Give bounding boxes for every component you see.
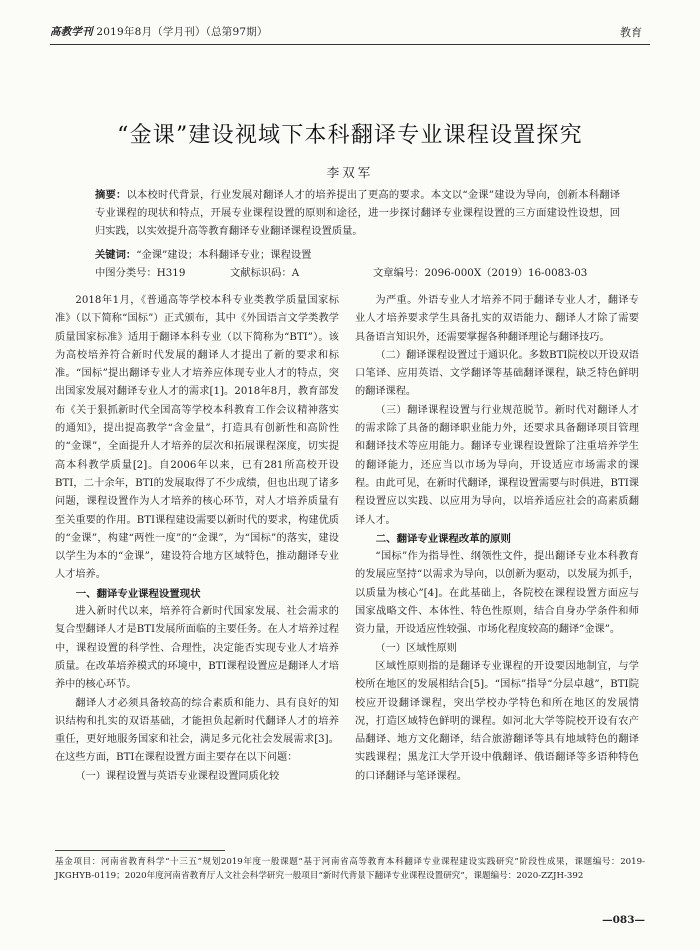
abstract	[95, 186, 620, 240]
author-name: 李双军	[326, 165, 374, 180]
keywords-text: “金课”建设；本科翻译专业；课程设置	[136, 249, 312, 261]
body-column-left	[55, 292, 339, 786]
section-label: 教育	[620, 26, 642, 39]
body-paragraph: 2018年1月，《普通高等学校本科专业类教学质量国家标准》（以下简称“国标”）正式颁布，其中《外国语言文学类教学质量国家标准》适用于翻译本科专业（以下简称为“BTI”）。该为高校培养符合新时代发展的翻译人才提出了新的要求和标准。“国标”提出翻译专业人才培养应体现专业人才的特点，突出国家发展对翻译专业人才的需求[1]。2018年8月，教育部发布《关于狠抓新时代全国高等学校本科教育工作会议精神落实的通知》，提出提高教学“含金量”，打造具有创新性和高阶性的“金课”，全面提升人才培养的层次和拓展课程深度，切实提高本科教学质量[2]。自2006年以来，已有281所高校开设BTI，二十余年，BTI的发展取得了不少成绩，但也出现了诸多问题，课程设置作为人才培养的核心环节，对人才培养质量有至关重要的作用。BTI课程建设需要以新时代的要求，构建优质的“金课”，构建“两性一度”的“金课”，为“国标”的落实，建设以学生为本的“金课”，建设符合地方区域特色，推动翻译专业人才培养。	[55, 295, 339, 581]
article-number: 文章编号：2096-000X（2019）16-0083-03	[373, 267, 588, 279]
abstract-text: 以本校时代背景，行业发展对翻译人才的培养提出了更高的要求。本文以“金课”建设为导向，创新本科翻译专业课程的现状和特点，开展专业课程设置的原则和途径，进一步探讨翻译专业课程设置的三方面建设性设想，回归实践，以实效提升高等教育翻译专业翻译课程设置质量。	[95, 189, 621, 237]
body-paragraph: （三）翻译课程设置与行业规范脱节。新时代对翻译人才的需求除了具备的翻译职业能力外，还要求具备翻译项目管理和翻译技术等应用能力。翻译专业课程设置除了注重培养学生的翻译能力，还应当以市场为导向，开设适应市场需求的课程。由此可见，在新时代翻译，课程设置需要与时俱进，BTI课程设置应以实践、以应用为导向，以培养适应社会的高素质翻译人才。	[355, 404, 639, 526]
body-paragraph: 翻译人才必须具备较高的综合素质和能力、具有良好的知识结构和扎实的双语基础，才能担负起新时代翻译人才的培养重任，更好地服务国家和社会，满足多元化社会发展需求[3]。在这些方面，BTI在课程设置方面主要存在以下问题：	[55, 697, 339, 764]
body-paragraph: （一）课程设置与英语专业课程设置同质化较	[75, 770, 280, 782]
article-title: “金课”建设视域下本科翻译专业课程设置探究	[117, 123, 583, 148]
footnote-divider	[55, 850, 225, 851]
keywords	[95, 246, 620, 264]
issue-info: 2019年8月（学月刊）（总第97期）	[96, 26, 268, 38]
body-paragraph: “国标”作为指导性、纲领性文件，提出翻译专业本科教育的发展应坚持“以需求为导向，以创新为驱动，以发展为抓手，以质量为核心”[4]。在此基础上，各院校在课程设置方面应与国家战略文件、本体性、特色性原则，结合自身办学条件和师资力量，开设适应性较强、市场化程度较高的翻译“金课”。	[355, 551, 639, 636]
page-number: —083—	[602, 914, 645, 926]
journal-issue	[50, 24, 268, 39]
running-header	[50, 22, 650, 42]
abstract-label: 摘要：	[95, 189, 127, 201]
header-divider	[50, 44, 650, 45]
keywords-label: 关键词：	[95, 249, 137, 261]
journal-name: 高教学刊	[50, 26, 93, 38]
body-column-right	[355, 292, 639, 786]
body-paragraph: 区域性原则指的是翻译专业课程的开设要因地制宜，与学校所在地区的发展相结合[5]。“国标”指导“分层卓越”，BTI院校应开设翻译课程，突出学校办学特色和所在地区的发展情况，打造区域特色鲜明的课程。如河北大学等院校开设有农产品翻译、地方文化翻译，结合旅游翻译等具有地域特色的翻译实践课程；黑龙江大学开设中俄翻译、俄语翻译等多语种特色的口译翻译与笔译课程。	[355, 660, 639, 782]
body-paragraph: 为严重。外语专业人才培养不同于翻译专业人才，翻译专业人才培养要求学生具备扎实的双语能力、翻译人才除了需要具备语言知识外，还需要掌握各种翻译理论与翻译技巧。	[355, 295, 639, 343]
clc-number: 中图分类号：H319	[95, 267, 186, 279]
body-paragraph: （二）翻译课程设置过于通识化。多数BTI院校以开设双语口笔译、应用英语、文学翻译等基础翻译课程，缺乏特色鲜明的翻译课程。	[355, 349, 639, 398]
section-heading: 一、翻译专业课程设置现状	[75, 587, 201, 600]
section-heading: 二、翻译专业课程改革的原则	[375, 532, 511, 545]
section-heading: （一）区域性原则	[375, 642, 457, 654]
document-code: 文献标识码：A	[230, 267, 300, 279]
body-paragraph: 进入新时代以来，培养符合新时代国家发展、社会需求的复合型翻译人才是BTI发展所面临的主要任务。在人才培养过程中，课程设置的科学性、合理性，决定能否实现专业人才培养质量。在改革培养模式的环境中，BTI课程设置应是翻译人才培养中的核心环节。	[55, 606, 339, 691]
funding-footnote: 基金项目：河南省教育科学“十三五”规划2019年度一般课题“基于河南省高等教育本科翻译专业课程建设实践研究”阶段性成果，课题编号：2019-JKGHYB-0119；2020年度河南省教育厅人文社会科学研究一般项目“新时代背景下翻译专业课程设置研究”，课题编号：2020-ZZJH-392	[55, 857, 645, 881]
